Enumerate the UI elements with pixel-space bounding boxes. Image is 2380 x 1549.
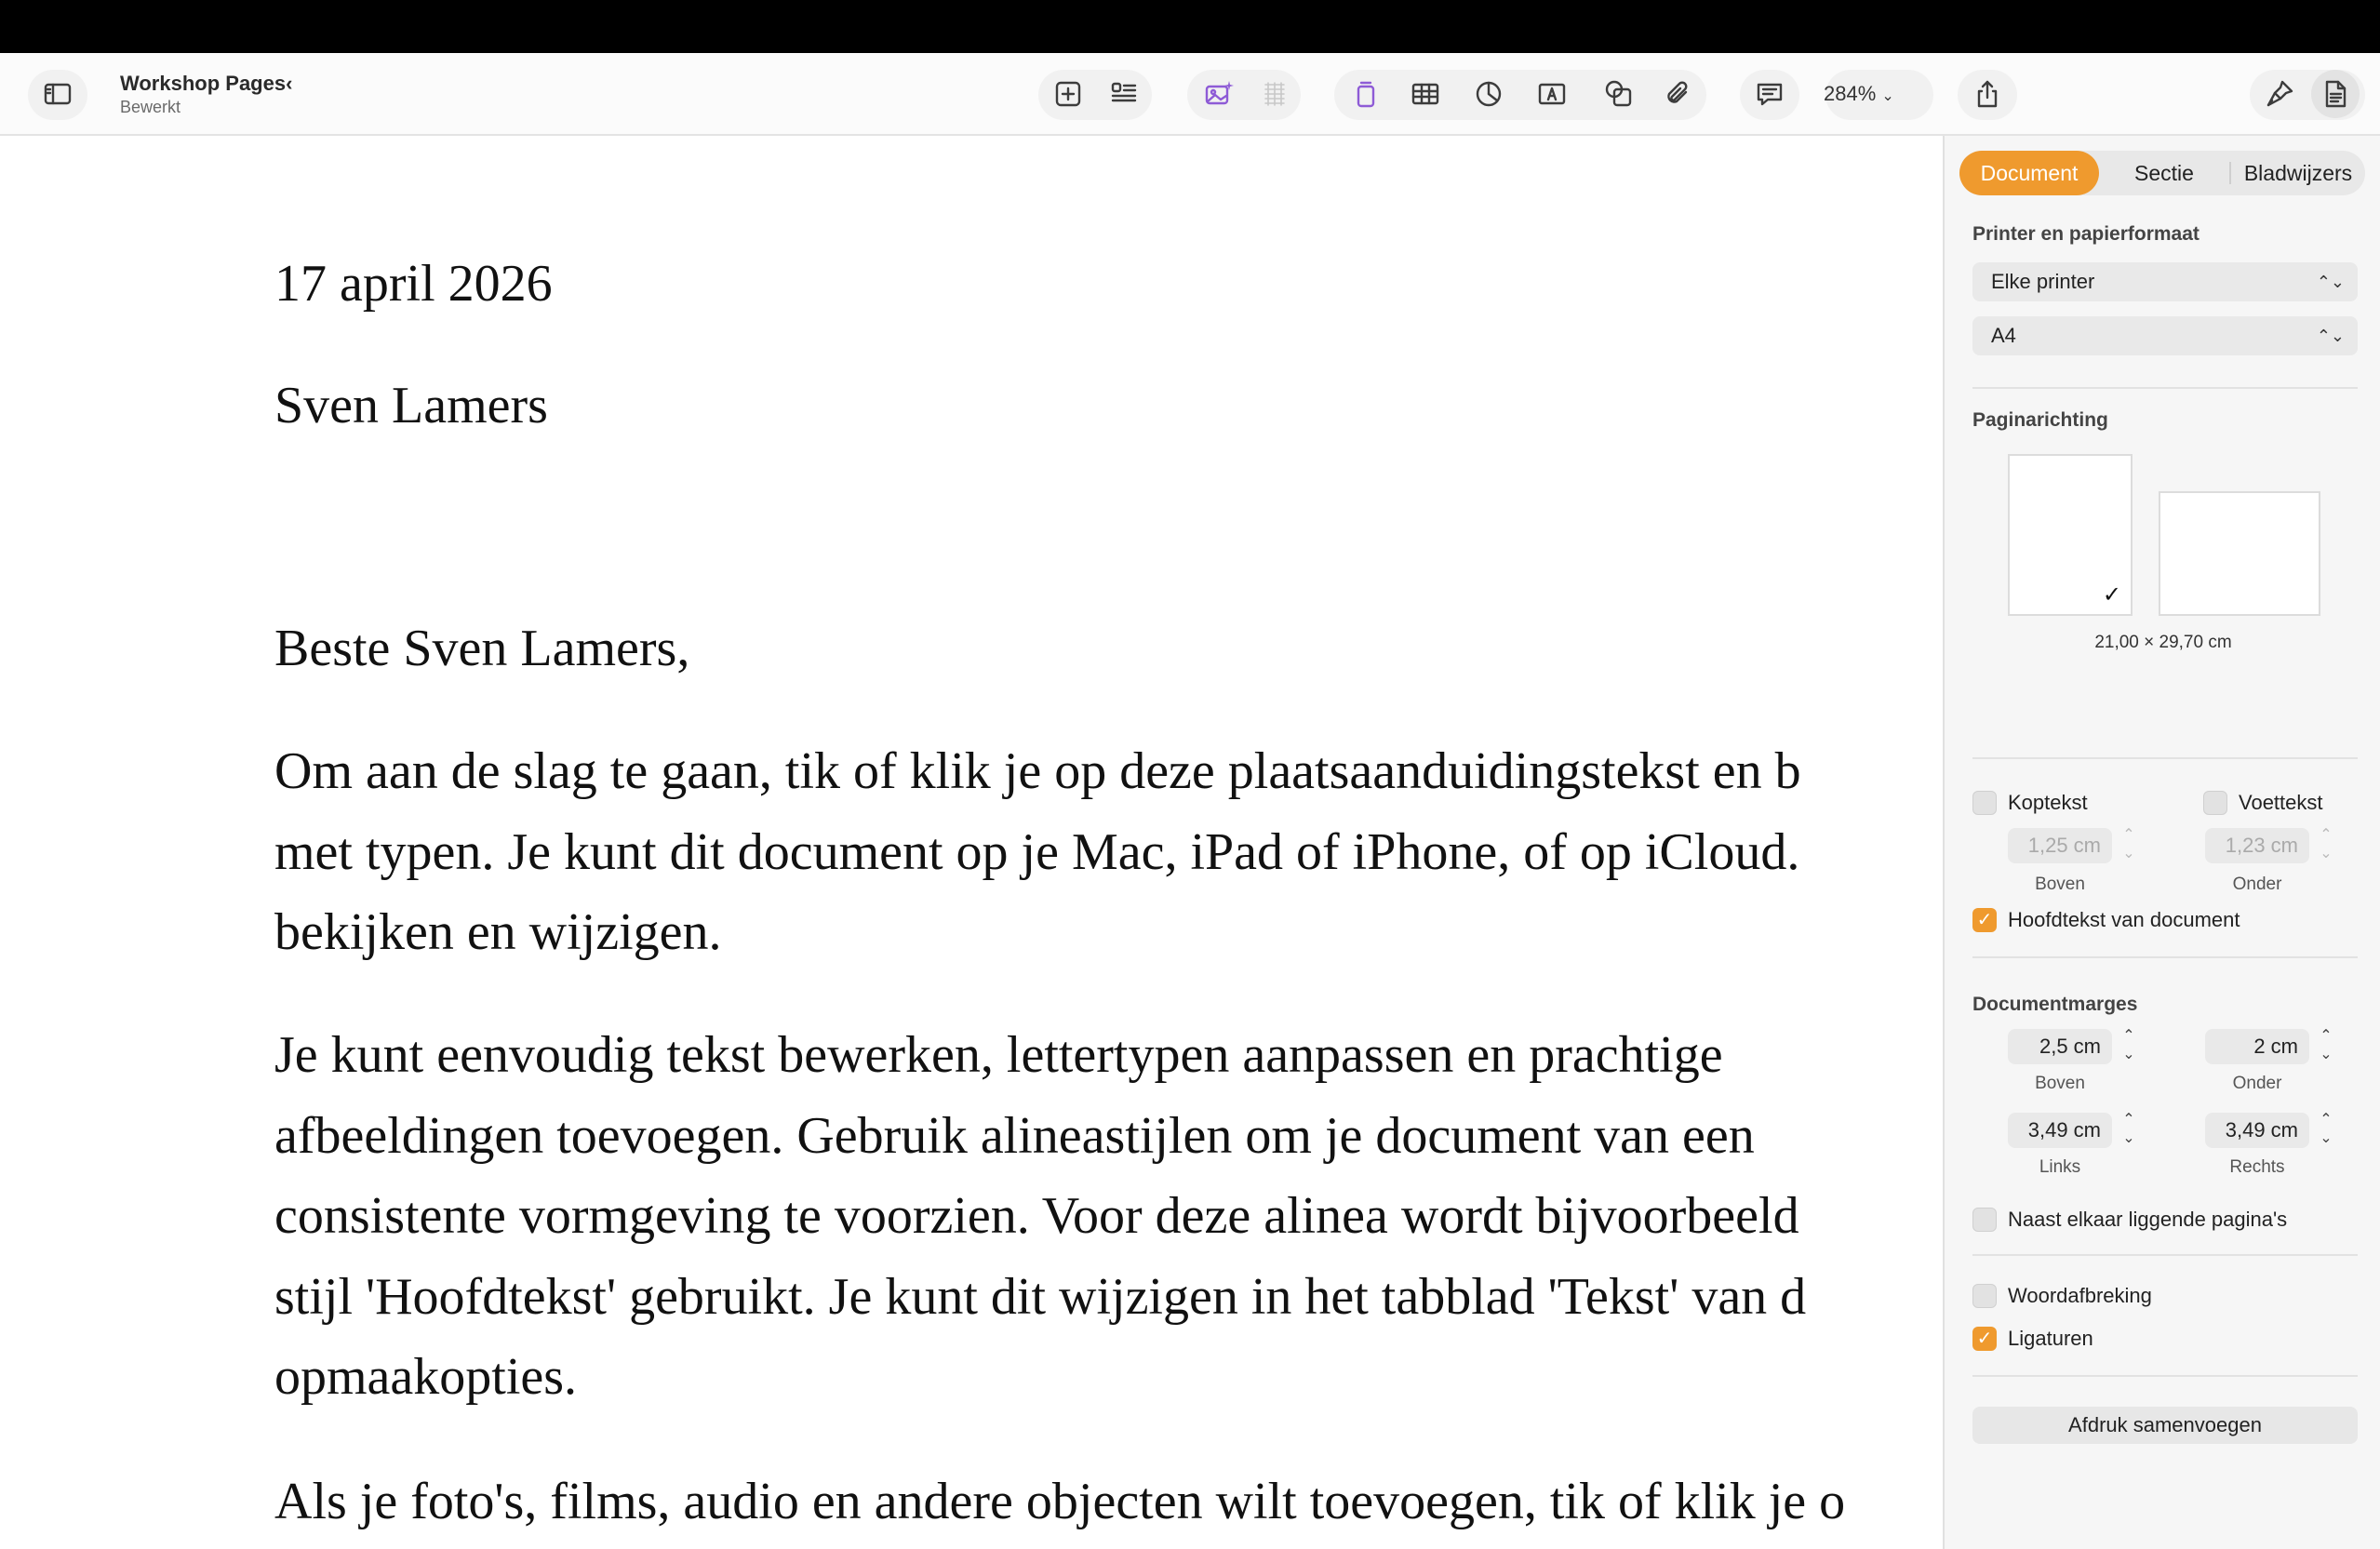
- portrait-option[interactable]: [2008, 454, 2133, 616]
- image-icon[interactable]: [1195, 70, 1243, 118]
- header-label: Koptekst: [2008, 791, 2088, 814]
- paper-value: A4: [1991, 324, 2016, 347]
- margin-bottom-label: Onder: [2232, 1074, 2282, 1093]
- text-line: met typen. Je kunt dit document op je Mac, iPad of iPhone, of op iCloud.: [274, 822, 1800, 881]
- hyphenation-checkbox[interactable]: [1972, 1284, 1997, 1308]
- paragraph-2[interactable]: [274, 1015, 1940, 1418]
- updown-chevron-icon: ⌃⌄: [2316, 327, 2345, 345]
- zoom-menu[interactable]: 284% ⌄: [1824, 82, 1894, 105]
- attachment-icon[interactable]: [1654, 70, 1703, 118]
- shapes-icon[interactable]: [1595, 70, 1643, 118]
- text-line: afbeeldingen toevoegen. Gebruik alineastijlen om je document van een: [274, 1106, 1755, 1165]
- chevron-down-icon: ⌄: [1881, 88, 1894, 104]
- document-greeting[interactable]: Beste Sven Lamers,: [274, 620, 690, 677]
- printer-section-title: Printer en papierformaat: [1972, 223, 2199, 245]
- footer-distance-field[interactable]: 1,23 cm: [2205, 828, 2309, 863]
- document-sender[interactable]: Sven Lamers: [274, 377, 548, 434]
- share-icon[interactable]: [1963, 70, 2012, 118]
- footer-checkbox[interactable]: [2203, 791, 2227, 815]
- paper-select[interactable]: [1972, 316, 2358, 355]
- header-top-label: Boven: [2035, 875, 2085, 894]
- paper-size-label: 21,00 × 29,70 cm: [2094, 633, 2232, 652]
- margin-bottom-stepper[interactable]: ⌃ ⌄: [2320, 1028, 2333, 1062]
- text-line: Als je foto's, films, audio en andere objecten wilt toevoegen, tik of klik je o: [274, 1473, 1846, 1530]
- comment-icon[interactable]: [1745, 70, 1794, 118]
- sidebar-toggle-icon[interactable]: [33, 70, 82, 118]
- facing-pages-label: Naast elkaar liggende pagina's: [2008, 1208, 2288, 1231]
- divider: [1972, 1254, 2358, 1256]
- table-icon[interactable]: [1401, 70, 1450, 118]
- margin-left-field[interactable]: 3,49 cm: [2008, 1113, 2112, 1148]
- divider: [1972, 956, 2358, 958]
- landscape-option[interactable]: [2159, 491, 2320, 616]
- header-stepper[interactable]: ⌃ ⌄: [2122, 827, 2135, 861]
- footer-label: Voettekst: [2239, 791, 2323, 814]
- toolbar: [0, 53, 2380, 136]
- facing-pages-checkbox[interactable]: [1972, 1208, 1997, 1232]
- text-line: consistente vormgeving te voorzien. Voor deze alinea wordt bijvoorbeeld: [274, 1187, 1799, 1245]
- margin-left-label: Links: [2039, 1157, 2081, 1177]
- printer-select[interactable]: [1972, 262, 2358, 301]
- footer-stepper[interactable]: ⌃ ⌄: [2320, 827, 2333, 861]
- divider: [1972, 1375, 2358, 1377]
- header-distance-field[interactable]: 1,25 cm: [2008, 828, 2112, 863]
- textbox-icon[interactable]: [1528, 70, 1576, 118]
- inspector-tabs: [1959, 151, 2365, 195]
- text-line: Om aan de slag te gaan, tik of klik je op deze plaatsaanduidingstekst en b: [274, 742, 1801, 800]
- tab-document[interactable]: Document: [1959, 151, 2099, 195]
- divider: [1972, 387, 2358, 389]
- margin-left-stepper[interactable]: ⌃ ⌄: [2122, 1112, 2135, 1146]
- text-line: stijl 'Hoofdtekst' gebruikt. Je kunt dit wijzigen in het tabblad 'Tekst' van d: [274, 1267, 1807, 1326]
- updown-chevron-icon: ⌃⌄: [2316, 273, 2345, 291]
- divider: [1972, 757, 2358, 759]
- checkmark-icon: ✓: [2102, 582, 2121, 608]
- document-icon[interactable]: [2311, 70, 2360, 118]
- margin-right-label: Rechts: [2229, 1157, 2285, 1177]
- text-line: opmaakopties.: [274, 1348, 578, 1406]
- orientation-section-title: Paginarichting: [1972, 409, 2108, 431]
- add-page-icon[interactable]: [1044, 70, 1092, 118]
- format-brush-icon[interactable]: [2255, 70, 2304, 118]
- ligatures-checkbox[interactable]: ✓: [1972, 1327, 1997, 1351]
- text-line: Je kunt eenvoudig tekst bewerken, lettertypen aanpassen en prachtige: [274, 1026, 1723, 1084]
- document-status: Bewerkt: [120, 98, 181, 116]
- chart-icon[interactable]: [1464, 70, 1513, 118]
- document-title[interactable]: Workshop Pages‹: [120, 72, 293, 95]
- ligatures-label: Ligaturen: [2008, 1327, 2093, 1350]
- margin-top-field[interactable]: 2,5 cm: [2008, 1029, 2112, 1064]
- text-line: bekijken en wijzigen.: [274, 903, 722, 961]
- header-checkbox[interactable]: [1972, 791, 1997, 815]
- text-layout-icon[interactable]: [1100, 70, 1148, 118]
- page-icon[interactable]: [1342, 70, 1390, 118]
- margin-right-stepper[interactable]: ⌃ ⌄: [2320, 1112, 2333, 1146]
- paragraph-1[interactable]: [274, 731, 1940, 973]
- system-top-bar: [0, 0, 2380, 53]
- tab-section[interactable]: Sectie: [2134, 161, 2194, 185]
- mail-merge-button[interactable]: Afdruk samenvoegen: [1972, 1407, 2358, 1444]
- margins-section-title: Documentmarges: [1972, 994, 2138, 1015]
- margin-right-field[interactable]: 3,49 cm: [2205, 1113, 2309, 1148]
- margin-top-stepper[interactable]: ⌃ ⌄: [2122, 1028, 2135, 1062]
- paragraph-3[interactable]: [274, 1462, 1940, 1542]
- margin-top-label: Boven: [2035, 1074, 2085, 1093]
- footer-bottom-label: Onder: [2232, 875, 2282, 894]
- grid-icon[interactable]: [1250, 70, 1299, 118]
- body-text-checkbox[interactable]: ✓: [1972, 908, 1997, 932]
- body-text-label: Hoofdtekst van document: [2008, 908, 2240, 931]
- tab-bookmarks[interactable]: Bladwijzers: [2243, 161, 2353, 185]
- document-inspector: [1943, 136, 2380, 1549]
- margin-bottom-field[interactable]: 2 cm: [2205, 1029, 2309, 1064]
- document-date[interactable]: 17 april 2026: [274, 255, 553, 313]
- printer-value: Elke printer: [1991, 270, 2095, 293]
- hyphenation-label: Woordafbreking: [2008, 1284, 2152, 1307]
